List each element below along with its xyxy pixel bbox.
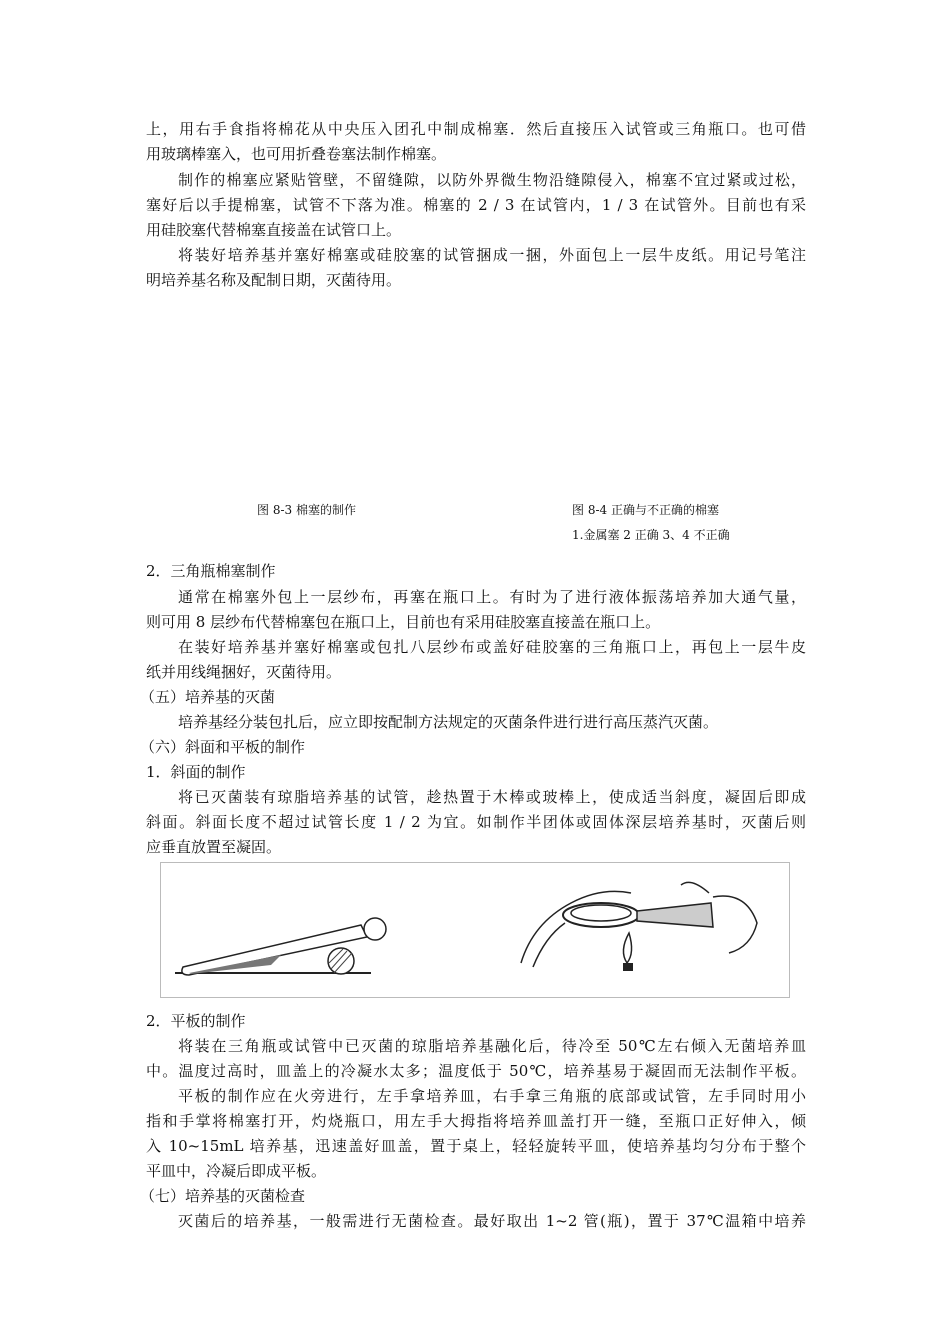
text-line: 入 10~15mL 培养基，迅速盖好皿盖，置于桌上，轻轻旋转平皿，使培养基均匀分布于整个 <box>146 1137 806 1155</box>
section-heading: （六）斜面和平板的制作 <box>140 738 306 756</box>
text-line: 平皿中，冷凝后即成平板。 <box>146 1162 327 1180</box>
section-heading: （五）培养基的灭菌 <box>140 688 276 706</box>
text-line: 斜面。斜面长度不超过试管长度 1 / 2 为宜。如制作半团体或固体深层培养基时，灭菌后则 <box>146 813 806 831</box>
section-heading: 1．斜面的制作 <box>146 763 246 781</box>
text-line: 将已灭菌装有琼脂培养基的试管，趁热置于木棒或玻棒上，使成适当斜度，凝固后即成 <box>178 788 806 806</box>
text-line: 将装好培养基并塞好棉塞或硅胶塞的试管捆成一捆，外面包上一层牛皮纸。用记号笔注 <box>178 246 806 264</box>
text-line: 塞好后以手提棉塞，试管不下落为准。棉塞的 2 / 3 在试管内，1 / 3 在试管外。目前也有采 <box>146 196 806 214</box>
figure-caption-8-4: 图 8-4 正确与不正确的棉塞 <box>572 503 719 517</box>
text-line: 用玻璃棒塞入，也可用折叠卷塞法制作棉塞。 <box>146 145 447 163</box>
wooden-rod <box>328 948 354 974</box>
text-line: 培养基经分装包扎后，应立即按配制方法规定的灭菌条件进行进行高压蒸汽灭菌。 <box>178 713 719 731</box>
cotton-plug <box>364 918 386 940</box>
text-line: 则可用 8 层纱布代替棉塞包在瓶口上，目前也有采用硅胶塞直接盖在瓶口上。 <box>146 613 661 631</box>
figure-caption-8-3: 图 8-3 棉塞的制作 <box>257 503 356 517</box>
petri-dish <box>563 903 639 927</box>
text-line: 指和手掌将棉塞打开，灼烧瓶口，用左手大拇指将培养皿盖打开一缝，至瓶口正好伸入，倾 <box>146 1112 806 1130</box>
text-line: 平板的制作应在火旁进行，左手拿培养皿，右手拿三角瓶的底部或试管，左手同时用小 <box>178 1087 806 1105</box>
section-heading: 2．三角瓶棉塞制作 <box>146 562 276 580</box>
burner <box>623 963 633 971</box>
text-line: 中。温度过高时，皿盖上的冷凝水太多；温度低于 50℃，培养基易于凝固而无法制作平板。 <box>146 1062 806 1080</box>
figure-caption-8-4-legend: 1.金属塞 2 正确 3、4 不正确 <box>572 528 730 542</box>
right-hand <box>713 896 757 953</box>
illustration-drawing <box>161 863 791 999</box>
text-line: 纸并用线绳捆好，灭菌待用。 <box>146 663 342 681</box>
flask-neck <box>637 903 713 927</box>
text-line: 明培养基名称及配制日期，灭菌待用。 <box>146 271 402 289</box>
text-line: 通常在棉塞外包上一层纱布，再塞在瓶口上。有时为了进行液体振荡培养加大通气量， <box>178 588 806 606</box>
section-heading: 2．平板的制作 <box>146 1012 246 1030</box>
flame-icon <box>623 933 631 963</box>
text-line: 应垂直放置至凝固。 <box>146 838 282 856</box>
section-heading: （七）培养基的灭菌检查 <box>140 1187 306 1205</box>
text-line: 用硅胶塞代替棉塞直接盖在试管口上。 <box>146 221 402 239</box>
text-line: 上，用右手食指将棉花从中央压入团孔中制成棉塞．然后直接压入试管或三角瓶口。也可借 <box>146 120 806 138</box>
text-line: 将装在三角瓶或试管中已灭菌的琼脂培养基融化后，待冷至 50℃左右倾入无菌培养皿 <box>178 1037 806 1055</box>
illustration-slant-and-plate <box>160 862 790 998</box>
text-line: 在装好培养基并塞好棉塞或包扎八层纱布或盖好硅胶塞的三角瓶口上，再包上一层牛皮 <box>178 638 806 656</box>
text-line: 制作的棉塞应紧贴管壁，不留缝隙，以防外界微生物沿缝隙侵入，棉塞不宜过紧或过松， <box>178 171 806 189</box>
text-line: 灭菌后的培养基，一般需进行无菌检查。最好取出 1~2 管(瓶)，置于 37℃温箱中培养 <box>178 1212 806 1230</box>
